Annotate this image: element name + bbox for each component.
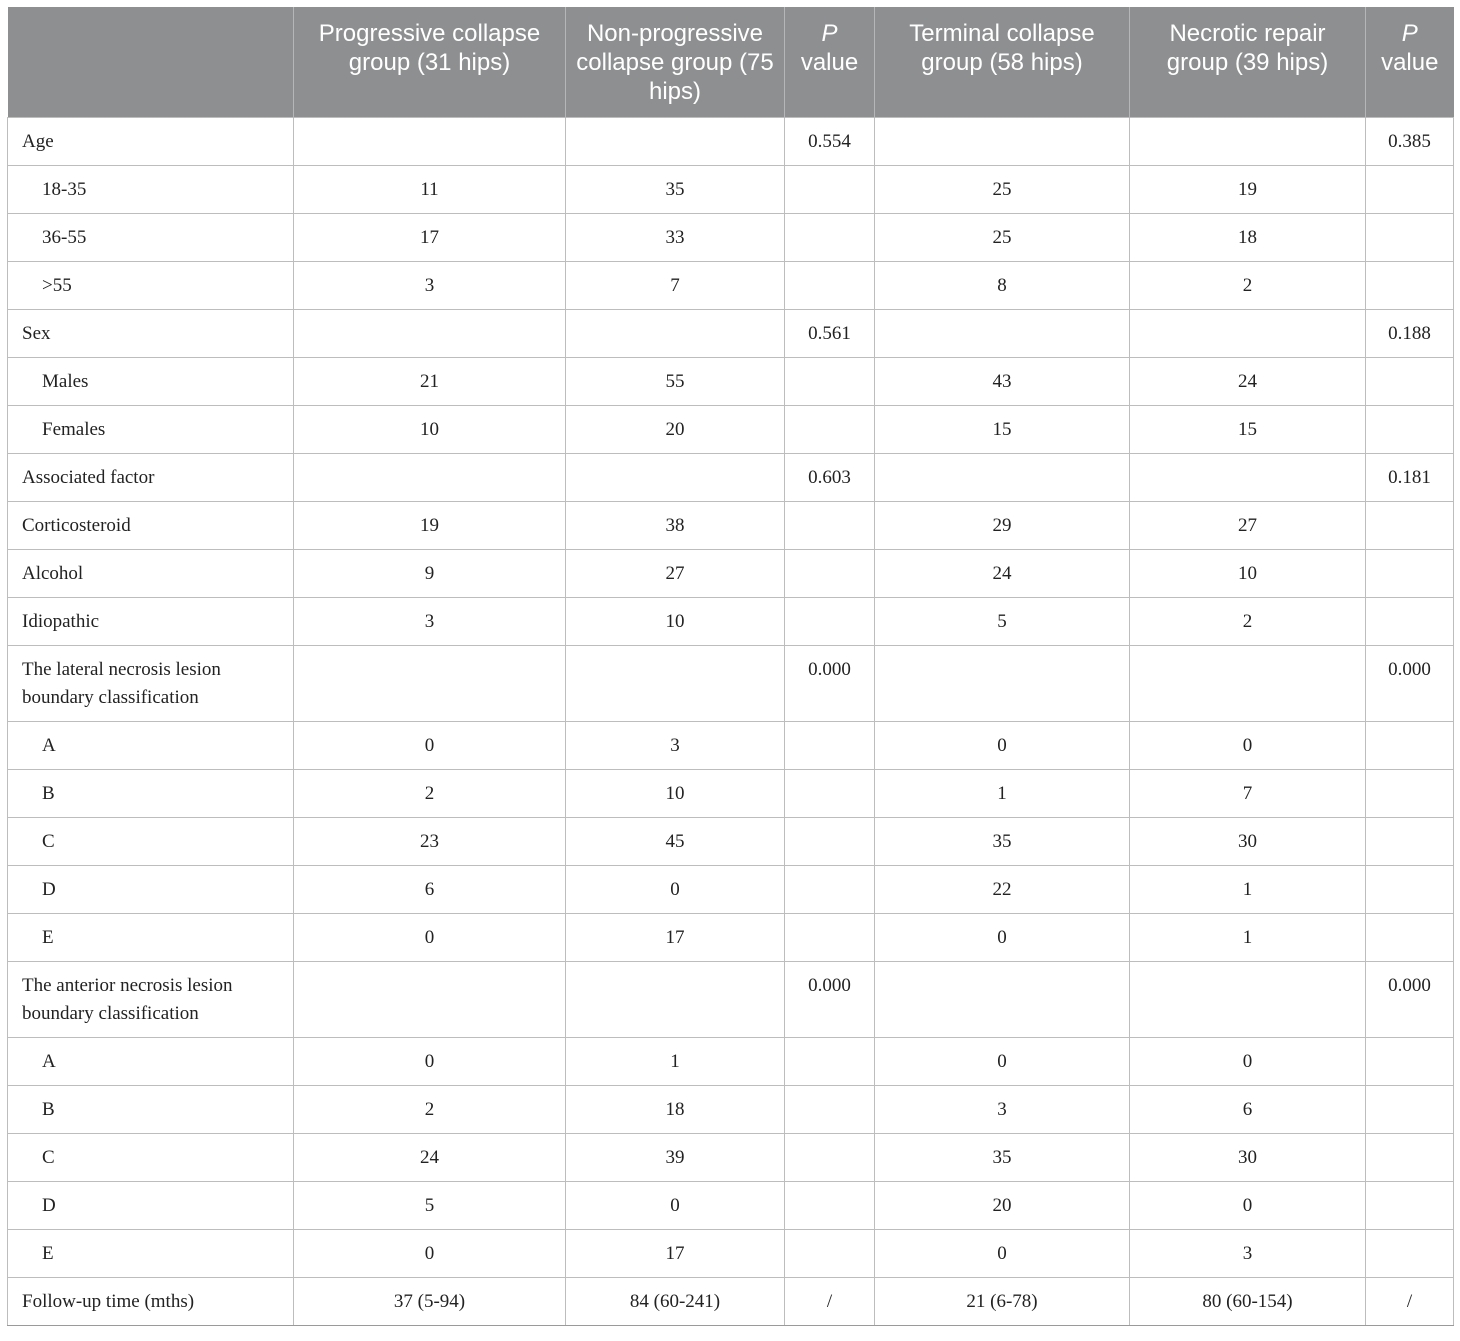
terminal-cell: 20: [875, 1181, 1130, 1229]
progressive-cell: [294, 645, 566, 721]
non-progressive-cell: 33: [566, 213, 785, 261]
header-progressive-collapse: Progressive collapse group (31 hips): [294, 7, 566, 117]
necrotic-repair-cell: [1130, 117, 1366, 165]
terminal-cell: 5: [875, 597, 1130, 645]
necrotic-repair-cell: 19: [1130, 165, 1366, 213]
necrotic-repair-cell: [1130, 645, 1366, 721]
row-label: The anterior necrosis lesion boundary classification: [8, 961, 294, 1037]
p-value-cell: 0.000: [785, 961, 875, 1037]
table-row: [8, 961, 1454, 1037]
table-row: [8, 913, 1454, 961]
p-value-cell: 0.188: [1366, 309, 1454, 357]
table-row: [8, 549, 1454, 597]
p-value-cell: [1366, 769, 1454, 817]
necrotic-repair-cell: 0: [1130, 1181, 1366, 1229]
row-label: D: [8, 1181, 294, 1229]
progressive-cell: 0: [294, 1229, 566, 1277]
p-value-cell: [1366, 405, 1454, 453]
row-label: A: [8, 1037, 294, 1085]
p-value-cell: [1366, 1037, 1454, 1085]
progressive-cell: 21: [294, 357, 566, 405]
row-label: A: [8, 721, 294, 769]
progressive-cell: 19: [294, 501, 566, 549]
p-value-cell: [1366, 1229, 1454, 1277]
necrotic-repair-cell: 6: [1130, 1085, 1366, 1133]
row-label: B: [8, 1085, 294, 1133]
p-value-cell: [785, 597, 875, 645]
non-progressive-cell: 10: [566, 597, 785, 645]
p-value-cell: [1366, 357, 1454, 405]
table-row: [8, 501, 1454, 549]
table-row: [8, 721, 1454, 769]
progressive-cell: 0: [294, 913, 566, 961]
p-value-cell: [1366, 501, 1454, 549]
necrotic-repair-cell: 0: [1130, 721, 1366, 769]
p-value-cell: [785, 769, 875, 817]
p-value-cell: [1366, 213, 1454, 261]
p-value-cell: 0.554: [785, 117, 875, 165]
p-value-cell: [785, 1181, 875, 1229]
row-label: Follow-up time (mths): [8, 1277, 294, 1325]
p-value-cell: [785, 165, 875, 213]
row-label: Age: [8, 117, 294, 165]
p-value-cell: [785, 1037, 875, 1085]
terminal-cell: 0: [875, 913, 1130, 961]
p-value-cell: 0.603: [785, 453, 875, 501]
p-value-cell: [785, 1085, 875, 1133]
progressive-cell: 24: [294, 1133, 566, 1181]
header-non-progressive-collapse: Non-progressive collapse group (75 hips): [566, 7, 785, 117]
terminal-cell: 35: [875, 817, 1130, 865]
table-row: [8, 645, 1454, 721]
necrotic-repair-cell: 18: [1130, 213, 1366, 261]
progressive-cell: [294, 309, 566, 357]
necrotic-repair-cell: 80 (60-154): [1130, 1277, 1366, 1325]
necrotic-repair-cell: 27: [1130, 501, 1366, 549]
table-row: [8, 1133, 1454, 1181]
p-value-cell: 0.000: [785, 645, 875, 721]
table-row: [8, 1037, 1454, 1085]
progressive-cell: 37 (5-94): [294, 1277, 566, 1325]
row-label: D: [8, 865, 294, 913]
p-symbol: P: [1401, 20, 1418, 47]
header-p-value-1: [785, 7, 875, 117]
necrotic-repair-cell: 7: [1130, 769, 1366, 817]
p-value-cell: [1366, 1085, 1454, 1133]
non-progressive-cell: 38: [566, 501, 785, 549]
terminal-cell: [875, 961, 1130, 1037]
row-label: 18-35: [8, 165, 294, 213]
terminal-cell: 22: [875, 865, 1130, 913]
header-empty-cell: [8, 7, 294, 117]
terminal-cell: 35: [875, 1133, 1130, 1181]
row-label: Idiopathic: [8, 597, 294, 645]
p-value-cell: /: [1366, 1277, 1454, 1325]
non-progressive-cell: 18: [566, 1085, 785, 1133]
p-value-cell: [1366, 817, 1454, 865]
p-value-cell: 0.385: [1366, 117, 1454, 165]
necrotic-repair-cell: 3: [1130, 1229, 1366, 1277]
table-row: [8, 357, 1454, 405]
p-value-cell: [1366, 597, 1454, 645]
non-progressive-cell: 55: [566, 357, 785, 405]
p-value-cell: [785, 405, 875, 453]
row-label: C: [8, 1133, 294, 1181]
row-label: Sex: [8, 309, 294, 357]
p-value-word: value: [800, 49, 859, 76]
progressive-cell: 17: [294, 213, 566, 261]
p-value-cell: [1366, 865, 1454, 913]
p-value-word: value: [1381, 49, 1439, 76]
row-label: B: [8, 769, 294, 817]
necrotic-repair-cell: 10: [1130, 549, 1366, 597]
table-row: [8, 117, 1454, 165]
necrotic-repair-cell: 30: [1130, 1133, 1366, 1181]
necrotic-repair-cell: 30: [1130, 817, 1366, 865]
progressive-cell: [294, 961, 566, 1037]
necrotic-repair-cell: [1130, 309, 1366, 357]
progressive-cell: 3: [294, 597, 566, 645]
progressive-cell: 23: [294, 817, 566, 865]
data-table: [7, 7, 1454, 1326]
row-label: Corticosteroid: [8, 501, 294, 549]
table-row: [8, 865, 1454, 913]
progressive-cell: 0: [294, 721, 566, 769]
p-value-cell: [785, 357, 875, 405]
non-progressive-cell: 7: [566, 261, 785, 309]
terminal-cell: 25: [875, 165, 1130, 213]
necrotic-repair-cell: [1130, 453, 1366, 501]
necrotic-repair-cell: 2: [1130, 597, 1366, 645]
necrotic-repair-cell: [1130, 961, 1366, 1037]
progressive-cell: 11: [294, 165, 566, 213]
header-necrotic-repair: Necrotic repair group (39 hips): [1130, 7, 1366, 117]
progressive-cell: [294, 117, 566, 165]
table-row: [8, 817, 1454, 865]
non-progressive-cell: 27: [566, 549, 785, 597]
progressive-cell: 0: [294, 1037, 566, 1085]
terminal-cell: [875, 453, 1130, 501]
progressive-cell: 9: [294, 549, 566, 597]
terminal-cell: 15: [875, 405, 1130, 453]
terminal-cell: 0: [875, 721, 1130, 769]
row-label: E: [8, 913, 294, 961]
p-value-cell: [1366, 1133, 1454, 1181]
non-progressive-cell: 10: [566, 769, 785, 817]
terminal-cell: 43: [875, 357, 1130, 405]
table-row: [8, 213, 1454, 261]
table-row: [8, 1085, 1454, 1133]
p-value-cell: [1366, 1181, 1454, 1229]
progressive-cell: 2: [294, 769, 566, 817]
progressive-cell: 10: [294, 405, 566, 453]
row-label: >55: [8, 261, 294, 309]
terminal-cell: 29: [875, 501, 1130, 549]
terminal-cell: 21 (6-78): [875, 1277, 1130, 1325]
row-label: Associated factor: [8, 453, 294, 501]
p-value-cell: [1366, 549, 1454, 597]
p-symbol: P: [821, 20, 838, 47]
p-value-cell: [785, 213, 875, 261]
terminal-cell: [875, 645, 1130, 721]
row-label: 36-55: [8, 213, 294, 261]
progressive-cell: 2: [294, 1085, 566, 1133]
necrotic-repair-cell: 2: [1130, 261, 1366, 309]
progressive-cell: 6: [294, 865, 566, 913]
non-progressive-cell: [566, 961, 785, 1037]
p-value-cell: [785, 913, 875, 961]
row-label: Alcohol: [8, 549, 294, 597]
non-progressive-cell: 0: [566, 865, 785, 913]
p-value-cell: [785, 721, 875, 769]
p-value-cell: [1366, 721, 1454, 769]
p-value-cell: 0.000: [1366, 961, 1454, 1037]
header-terminal-collapse: Terminal collapse group (58 hips): [875, 7, 1130, 117]
table-body: [8, 117, 1454, 1325]
necrotic-repair-cell: 15: [1130, 405, 1366, 453]
terminal-cell: 1: [875, 769, 1130, 817]
non-progressive-cell: 20: [566, 405, 785, 453]
header-row: [8, 7, 1454, 117]
row-label: Males: [8, 357, 294, 405]
progressive-cell: [294, 453, 566, 501]
p-value-cell: 0.000: [1366, 645, 1454, 721]
table-row: [8, 165, 1454, 213]
terminal-cell: 0: [875, 1037, 1130, 1085]
table-row: [8, 453, 1454, 501]
terminal-cell: [875, 117, 1130, 165]
non-progressive-cell: 35: [566, 165, 785, 213]
terminal-cell: 25: [875, 213, 1130, 261]
non-progressive-cell: [566, 453, 785, 501]
p-value-cell: [785, 549, 875, 597]
header-p-value-2: [1366, 7, 1454, 117]
non-progressive-cell: 84 (60-241): [566, 1277, 785, 1325]
p-value-cell: [785, 501, 875, 549]
non-progressive-cell: 17: [566, 1229, 785, 1277]
non-progressive-cell: 17: [566, 913, 785, 961]
p-value-cell: 0.561: [785, 309, 875, 357]
table-row: [8, 405, 1454, 453]
terminal-cell: 0: [875, 1229, 1130, 1277]
terminal-cell: [875, 309, 1130, 357]
p-value-cell: [785, 1229, 875, 1277]
table-row: [8, 1181, 1454, 1229]
p-value-cell: [785, 865, 875, 913]
necrotic-repair-cell: 24: [1130, 357, 1366, 405]
table-row: [8, 1277, 1454, 1325]
non-progressive-cell: 0: [566, 1181, 785, 1229]
row-label: E: [8, 1229, 294, 1277]
terminal-cell: 24: [875, 549, 1130, 597]
non-progressive-cell: [566, 309, 785, 357]
necrotic-repair-cell: 1: [1130, 865, 1366, 913]
row-label: Females: [8, 405, 294, 453]
row-label: C: [8, 817, 294, 865]
p-value-cell: [785, 1133, 875, 1181]
non-progressive-cell: 3: [566, 721, 785, 769]
progressive-cell: 3: [294, 261, 566, 309]
non-progressive-cell: [566, 645, 785, 721]
p-value-cell: [785, 817, 875, 865]
p-value-cell: [1366, 165, 1454, 213]
p-value-cell: /: [785, 1277, 875, 1325]
non-progressive-cell: 39: [566, 1133, 785, 1181]
progressive-cell: 5: [294, 1181, 566, 1229]
non-progressive-cell: [566, 117, 785, 165]
table-row: [8, 597, 1454, 645]
non-progressive-cell: 45: [566, 817, 785, 865]
row-label: The lateral necrosis lesion boundary classification: [8, 645, 294, 721]
necrotic-repair-cell: 1: [1130, 913, 1366, 961]
table-row: [8, 309, 1454, 357]
terminal-cell: 8: [875, 261, 1130, 309]
p-value-cell: [785, 261, 875, 309]
table-header: [8, 7, 1454, 117]
non-progressive-cell: 1: [566, 1037, 785, 1085]
p-value-cell: 0.181: [1366, 453, 1454, 501]
p-value-cell: [1366, 913, 1454, 961]
table-row: [8, 769, 1454, 817]
table-row: [8, 261, 1454, 309]
terminal-cell: 3: [875, 1085, 1130, 1133]
table-row: [8, 1229, 1454, 1277]
necrotic-repair-cell: 0: [1130, 1037, 1366, 1085]
p-value-cell: [1366, 261, 1454, 309]
